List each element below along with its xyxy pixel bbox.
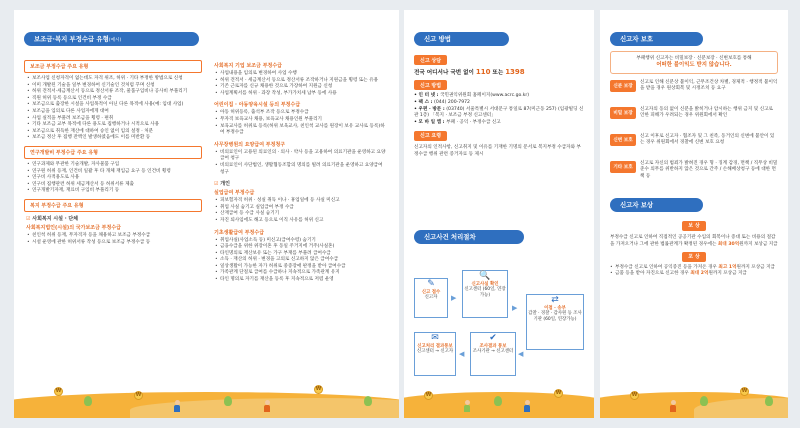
- list-item: • 허위 견적서·세금계산서 등으로 정산서류 조작, 물품구입비나 공사비 부풀리기: [27, 89, 199, 96]
- list-item: • 보육교사를 허위로 등록(허위 보육교사, 친인척 교사를 원장이 보유 교사로 등록)하여 부정수급: [215, 124, 387, 137]
- list-item: • 취업 사실 숨기고 실업급여 부정 수급: [215, 205, 387, 212]
- report-tips-text: 신고자의 인적사항, 신고취지 및 이유를 기재한 기명의 문서로 복지부정 수급자와 부정수급 행위 관련 증거자료 등 제시: [414, 144, 581, 157]
- social-enterprise-subhead: 사회복지 기업 보조금 부정수급: [214, 63, 283, 69]
- list-item: • 산재급여 등 수급 사실 숨기기: [215, 211, 387, 218]
- arrow-left-icon: ◀: [518, 350, 524, 358]
- subsidy-fraud-list: [27, 76, 199, 142]
- list-item: • 보조금으로 출장한 시설을 사업목적이 아닌 다른 목적에 사용(예: 임대 사업): [27, 102, 199, 109]
- list-item: • 금융수급을 위한 위장이혼 후 동일 주거지에 거주(사실혼): [215, 244, 387, 251]
- protection-label: 기타 보호: [610, 161, 636, 173]
- protection-label: 신분 보장: [610, 80, 636, 92]
- list-item: • 자진 퇴사임에도 해고 등으로 이직 사유를 허위 신고: [215, 218, 387, 225]
- protection-text: 신고로 자신의 범죄가 밝혀진 경우 형 · 징계 감경, 면책 / 직무상 비밀준수 의무를 위반하지 않은 것으로 간주 / 손해배상청구 등에 대한 면책 등: [640, 160, 778, 179]
- prize-item: • 부정수급 신고로 인하여 공익증진 등을 가져온 경우 최고 1억원까지 포상금 지급: [610, 265, 778, 272]
- protection-list: [600, 80, 788, 190]
- hospital-subhead: 사무장병원의 요양급여 부정청구: [214, 141, 286, 148]
- hotline-110: 110: [475, 68, 491, 76]
- social-enterprise-list: [215, 71, 387, 97]
- list-item: • 사업계획서를 허위 · 과장 작성, 부가가치세 납부 등에 사용: [215, 91, 387, 98]
- list-item: • 소득 · 재산의 허위 · 변경을 고의로 신고하지 않은 급여수급: [215, 257, 387, 264]
- flow-step-verify: 🔍 신고사실 확인 신고센터 (60일, 연장가능): [462, 270, 508, 318]
- flow-step-transfer: ⇄ 이첩 · 송부 감찰 · 경찰 · 감사원 등 조사기관 (60일, 연장가능): [526, 294, 584, 350]
- fraud-types-left-column: [24, 60, 202, 250]
- protection-text: 신고 이후로 신고자 · 협조자 및 그 친족, 동거인의 신변에 불안이 있는 경우 위원회에서 경찰에 신변 보호 요청: [640, 133, 775, 146]
- flow-title: 신고사건 처리절차: [414, 230, 524, 244]
- panel-title-report-method: 신고 방법: [414, 32, 509, 46]
- panel-title-reward: 신고자 보상: [610, 198, 703, 212]
- pill-consult: 신고 상담: [414, 55, 447, 65]
- rnd-fraud-list: [27, 162, 199, 195]
- arrow-left-icon: ◀: [459, 350, 465, 358]
- list-item: • 직원 허위 등록 등으로 인건비 부정 수급: [27, 96, 199, 103]
- unemployment-subhead: 실업급여 부정수급: [214, 190, 255, 197]
- method-item: • 인 터 넷 : 국민권익위원회 홈페이지(www.acrc.go.kr): [414, 93, 530, 98]
- list-item: • 기타 보조금 교부 목적에 다른 용도로 집행하거나 시적으로 사용: [27, 122, 199, 129]
- list-item: • 보조금을 입의로 다른 사업자에게 대여: [27, 109, 199, 116]
- list-item: • 타인명의로 재산보유 또는 가구 부재를 부풀려 급여수급: [215, 251, 387, 258]
- method-item: • 팩 스 : (044) 200-7972: [414, 99, 470, 105]
- flow-step-investigation: ✔ 조사결과 통보 조사기관 → 신고센터: [470, 332, 516, 376]
- process-flow: [414, 270, 586, 388]
- method-item: • 모 바 일 앱 : 부패 · 공익 · 부정수급 신고: [414, 120, 501, 126]
- landscape-illustration: ₩ ₩ ₩: [14, 378, 399, 418]
- list-item: • 취업사실(사업소득 등) 미신고(급여수령) 숨기기: [215, 238, 387, 245]
- list-item: • 연구원 허위 등재, 인건비 일괄 후 타 개체 재입금 요구 등 인건비 횡령: [27, 169, 199, 176]
- hospital-list: [215, 150, 387, 176]
- unemployment-list: [215, 198, 387, 224]
- method-item: • 우편 · 방문 : (03740) 서울특별시 서대문구 통일로 87(미근동 257) (임광빌딩 신관 1층) 「복지 · 보조금 부정 신고센터」: [414, 106, 584, 119]
- list-item: • 보조사업 신청자격이 없는데도 자격 위조, 허위 · 기타 부정한 방법으로 신청: [27, 76, 199, 83]
- list-item: • 보조금 정산 후 집행 잔액인 발생하였음에도 이를 미반환 등: [27, 135, 199, 142]
- prize-item: • 금품 등을 받아 자진으로 신고한 경우 최대 2억원까지 포상금 지급: [610, 271, 778, 278]
- transfer-icon: ⇄: [551, 295, 559, 305]
- welfare-facility-check: ☑ 사회복지 시설 · 단체: [26, 215, 202, 222]
- list-item: • 연구비 집행관련 허위 세금계산서 등 허위서류 제출: [27, 182, 199, 189]
- flow-step-report: ✎ 신고 접수 신고자: [414, 278, 448, 318]
- list-item: • 피보험자격 허위 · 성실 취득 이나 · 휴업일에 등 사실 미신고: [215, 198, 387, 205]
- section-rnd-fraud: 연구개발비 부정수급 주요 유형: [24, 146, 202, 159]
- pill-method: 신고 방법: [414, 80, 447, 90]
- list-item: • 일상생활이 가능한 자가 허위로 중증장애 판정을 받아 급여수급: [215, 264, 387, 271]
- list-item: • 비의료인이 사단법인, 생활협동조합의 명의를 빌려 의료기관을 운영하고 요양급여 청구: [215, 163, 387, 176]
- list-item: • 연구비 사적용도로 사용: [27, 175, 199, 182]
- daycare-list: [215, 110, 387, 136]
- panel-fraud-types: [14, 10, 399, 418]
- protection-label: 비밀 보장: [610, 107, 636, 119]
- magnifier-icon: 🔍: [479, 271, 491, 281]
- list-item: • 기존 근로자를 신규 채용한 것으로 가장하여 지원금 신청: [215, 84, 387, 91]
- list-item: • 보조금으로 취득한 재산에 대하여 승인 없이 임의 설정 · 처분: [27, 129, 199, 136]
- list-item: • 시설 운영에 관한 허위서류 작성 등으로 보조금 부정수급 등: [27, 240, 199, 247]
- pill-reward: 보 상: [682, 221, 705, 231]
- hotline-text: 전국 어디서나 국번 없이 110 또는 1398: [414, 68, 525, 76]
- basic-living-list: [215, 238, 387, 284]
- welfare-facility-subhead: 사회복지법인(시설)의 국가보조금 부정수급: [26, 224, 121, 231]
- list-item: • 친인척 허위 등재, 무자격자 등을 채용하고 보조금 부정수급: [27, 233, 199, 240]
- method-list: [404, 93, 594, 127]
- panel-report-method: [404, 10, 594, 418]
- arrow-right-icon: ▶: [512, 304, 518, 312]
- check-icon: ✔: [489, 333, 497, 343]
- arrow-right-icon: ▶: [451, 294, 457, 302]
- prize-list: [610, 265, 778, 278]
- list-item: • 연구개발기자재, 재료비 구입비 부풀리기 등: [27, 188, 199, 195]
- section-subsidy-fraud: 보조금 부정수급 주요 유형: [24, 60, 202, 73]
- list-item: • 사업내용을 임의로 변경하여 사업 수행: [215, 71, 387, 78]
- protection-notice: 부패행위 신고자는 비밀보장 · 신분보장 · 신변보호를 통해 어떠한 불이익도 받지 않습니다.: [610, 51, 778, 74]
- envelope-icon: ✉: [431, 333, 439, 343]
- reward-text: 부정수급 신고로 인하여 직접적인 공공기관 수입의 회복이나 증대 또는 비용의 절감을 가져오거나 그에 관한 법률관계가 확정된 경우에는 최대 30억원까지 보상금 지급: [610, 234, 778, 247]
- welfare-facility-list: [27, 233, 199, 246]
- basic-living-subhead: 기초생활급여 부정수급: [214, 229, 265, 236]
- list-item: • 무자격 보육교사 채용, 보육교사 채용인원 부풀리기: [215, 117, 387, 124]
- landscape-illustration: ₩ ₩: [600, 378, 788, 418]
- individual-check: ☑ 개인: [214, 180, 390, 187]
- list-item: • 사업 실적을 부풀려 보조금을 횡령 · 편취: [27, 116, 199, 123]
- pencil-icon: ✎: [427, 279, 435, 289]
- flow-step-result-notice: ✉ 신고처리 결과통보 신고센터 → 신고자: [414, 332, 456, 376]
- list-item: • 아동 허위등록, 출석부 조작 등으로 부정수급: [215, 110, 387, 117]
- list-item: • 가족관계 단절로 급여를 수급하나 지속적으로 가족관계 유지: [215, 270, 387, 277]
- pill-tips: 신고 요령: [414, 131, 447, 141]
- list-item: • 이미 개발된 기술을 일부 변경하여 신기술인 것처럼 꾸며 신청: [27, 83, 199, 90]
- protection-text: 신고자의 동의 없이 신분을 밝히거나 암시하는 행위 금지 및 신고로 인한 피해가 우려되는 경우 위원회에서 확인: [640, 106, 773, 119]
- fraud-types-right-column: [212, 60, 390, 288]
- hotline-1398: 1398: [505, 68, 525, 76]
- daycare-subhead: 어린이집 · 아동양육시설 등의 부정수급: [214, 102, 301, 109]
- section-welfare-fraud: 복지 부정수급 주요 유형: [24, 199, 202, 212]
- list-item: • 비의료인이 고용된 의료인의 · 의사 · 약사 등을 고용하여 의료기관을 운영하고 요양급여 청구: [215, 150, 387, 163]
- panel-title-protection: 신고자 보호: [610, 32, 703, 46]
- list-item: • 타인 명의로 자기를 재산을 등록 후 지속적으로 저렴 운영: [215, 277, 387, 284]
- protection-label: 신변 보호: [610, 134, 636, 146]
- pill-prize: 포 상: [682, 252, 705, 262]
- list-item: • 연구과제와 무관한 기술개발, 자사물품 구입: [27, 162, 199, 169]
- protection-text: 신고로 인해 신분상 불이익, 근무조건상 차별, 경제적 · 행정적 불이익을 받을 경우 원상회복 및 시정조치 등 요구: [640, 79, 778, 92]
- list-item: • 허위 견적서 · 세금계산서 등으로 정산서류 조작하거나 지원금을 횡령 또는 유용: [215, 78, 387, 85]
- panel-reporter-protection: [600, 10, 788, 418]
- landscape-illustration: ₩ ₩: [404, 378, 594, 418]
- panel-title-fraud-types: 보조금·복지 부정수급 유형(예시): [24, 32, 199, 46]
